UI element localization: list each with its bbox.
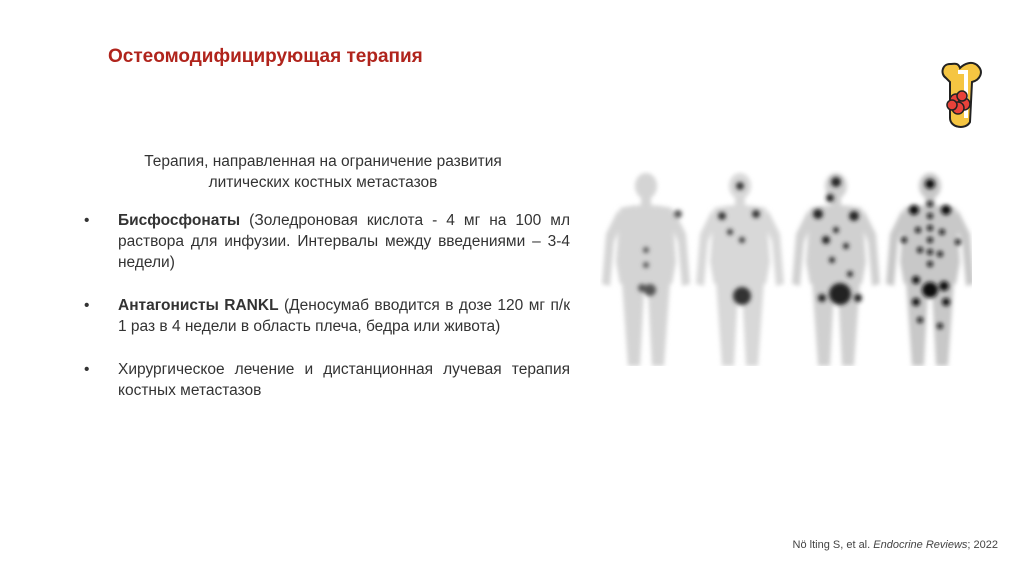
scan-3	[792, 173, 880, 366]
bullet-marker: •	[84, 361, 90, 378]
bullet-item-rankl	[80, 295, 570, 337]
bone-scan-images	[600, 170, 972, 366]
intro-text	[90, 151, 556, 193]
bullet-item-bisphosphonates	[80, 210, 570, 273]
bullet-marker: •	[84, 212, 90, 229]
scan-2	[696, 173, 784, 366]
intro-line-2: литических костных метастазов	[208, 174, 438, 191]
bullet-text: Хирургическое лечение и дистанционная лучевая терапия костных метастазов	[118, 361, 570, 399]
citation-year: ; 2022	[967, 539, 998, 551]
bullet-text: (Золедроновая кислота - 4 мг на 100 мл раствора для инфузии. Интервалы между введениями – 3-4 недели)	[118, 212, 570, 271]
bullet-text: (Деносумаб вводится в дозе 120 мг п/к 1 раз в 4 недели в область плеча, бедра или живота)	[118, 297, 571, 335]
citation-authors: Nö lting S, et al.	[792, 539, 874, 551]
bullet-marker: •	[84, 297, 90, 314]
scan-1	[602, 173, 690, 366]
citation-journal: Endocrine Reviews	[873, 539, 968, 551]
bone-tumor-logo-icon	[936, 58, 996, 134]
bullet-bold-term: Антагонисты RANKL	[118, 297, 279, 314]
citation	[793, 539, 998, 551]
bullet-list	[80, 210, 570, 423]
bullet-bold-term: Бисфосфонаты	[118, 212, 241, 229]
intro-line-1: Терапия, направленная на ограничение развития	[144, 153, 502, 170]
bullet-item-surgery	[80, 359, 570, 401]
slide-title: Остеомодифицирующая терапия	[108, 46, 423, 67]
